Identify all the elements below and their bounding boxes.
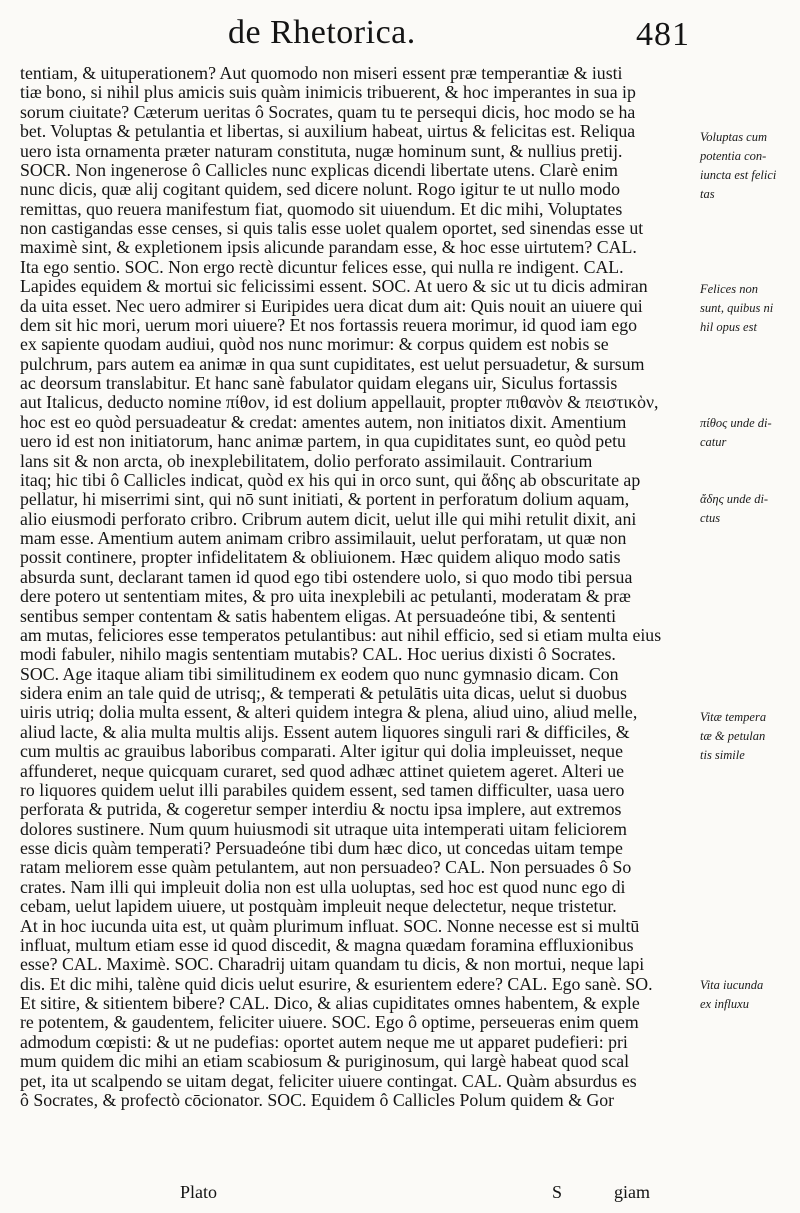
text-line: SOC. Age itaque aliam tibi similitudinem ex eodem quo nunc gymnasio dicam. Con bbox=[20, 664, 619, 684]
text-line: maximè sint, & expletionem ipsis alicunde parandam esse, & hoc esse uirtutem? CAL. bbox=[20, 238, 637, 258]
text-line: hoc est eo quòd persuadeatur & credat: amentes autem, non initiatos dixit. Amentium bbox=[20, 412, 627, 432]
text-line: alio eiusmodi perforato cribro. Cribrum autem dicit, uelut ille qui mihi retulit dixit, ani bbox=[20, 509, 637, 529]
text-line: crates. Nam illi qui impleuit dolia non est ulla uoluptas, sed hoc est quod nunc ego di bbox=[20, 877, 626, 897]
text-line: SOCR. Non ingenerose ô Callicles nunc explicas dicendi libertate utens. Clarè enim bbox=[20, 160, 618, 180]
text-line: mum quidem dic mihi an etiam scabiosum & puriginosum, qui largè habeat quod scal bbox=[20, 1052, 630, 1072]
text-line: mam esse. Amentium autem animam cribro assimilauit, uelut perforatam, ut quæ non bbox=[20, 529, 627, 548]
text-line: itaq; hic tibi ô Callicles indicat, quòd ex his qui in orco sunt, qui ἄδης ab obscuritate ap bbox=[20, 470, 641, 490]
text-line: uero ista ornamenta præter naturam constituta, nugæ hominum sunt, & nullius pretij. bbox=[20, 141, 623, 161]
text-line: cebam, uelut lapidem uiuere, ut postquàm impleuit neque delectetur, neque tristetur. bbox=[20, 897, 617, 917]
text-line: affunderet, neque quicquam curaret, sed quod adhæc attinet quietem ageret. Alteri ue bbox=[20, 761, 624, 781]
footer-signature: S bbox=[552, 1182, 563, 1202]
marginal-line: tæ & petulan bbox=[700, 729, 766, 743]
marginal-line: Vitæ tempera bbox=[700, 710, 767, 724]
text-line: uiris utriq; dolia multa essent, & alteri quidem integra & plena, aliud uino, aliud melle, bbox=[20, 703, 638, 723]
text-line: ratam meliorem esse quàm petulantem, aut non persuadeo? CAL. Non persuades ô So bbox=[20, 858, 632, 878]
text-line: pulchrum, pars autem ea animæ in qua sunt cupiditates, est uelut persuadetur, & sursum bbox=[20, 354, 645, 374]
text-line: perforata & putrida, & cogeretur semper interdiu & noctu ipsa implere, aut extremos bbox=[20, 800, 622, 820]
text-line: ro liquores quidem uelut illi parabiles quidem essent, sed tamen difficulter, uasa uero bbox=[20, 780, 625, 800]
text-line: da uita esset. Nec uero admirer si Euripides uera dicat dum ait: Quis nouit an uiuere qui bbox=[20, 296, 643, 316]
text-line: aut Italicus, deducto nomine πίθον, id est dolium appellauit, propter πιθανὸν & πειστικὸν, bbox=[20, 393, 659, 413]
text-line: esse dicis quàm temperati? Persuadeóne tibi dum hæc dico, ut concedas uitam tempe bbox=[20, 839, 623, 858]
text-line: non castigandas esse censes, si quis talis esse uolet qualem oportet, sed sinendas esse ut bbox=[20, 219, 644, 238]
text-line: nunc dicis, quæ alij cogitant quidem, sed dicere nolunt. Rogo igitur te ut nullo modo bbox=[20, 180, 621, 200]
text-line: sidera enim an tale quid de utrisq;, & temperati & petulātis uita dicas, uelut si duobus bbox=[20, 684, 627, 703]
text-line: dem sit hic mori, uerum mori uiuere? Et nos fortassis reuera morimur, id quod iam ego bbox=[20, 315, 638, 335]
text-line: dis. Et dic mihi, talène quid dicis uelut esurire, & esurientem edere? CAL. Ego sanè. SO. bbox=[20, 974, 653, 994]
text-line: dolores sustinere. Num quum huiusmodi sit utraque uita intemperati uitam feliciorem bbox=[20, 819, 627, 839]
text-line: remittas, quo reuera manifestum fiat, quomodo sit uiuendum. Et dic mihi, Voluptates bbox=[20, 199, 623, 219]
text-line: ac deorsum translabitur. Et hanc sanè fabulator quidam elegans uir, Siculus fortassis bbox=[20, 374, 618, 393]
marginal-line: hil opus est bbox=[700, 320, 757, 334]
marginal-line: catur bbox=[700, 435, 727, 449]
text-line: At in hoc iucunda uita est, ut quàm plurimum influat. SOC. Nonne necesse est si multū bbox=[20, 916, 640, 936]
marginal-note-voluptas bbox=[700, 128, 796, 204]
text-line: esse? CAL. Maximè. SOC. Charadrij uitam quandam tu dicis, & non mortui, neque lapi bbox=[20, 955, 645, 975]
text-line: possit continere, propter infidelitatem & obliuionem. Hæc quidem aliquo modo satis bbox=[20, 548, 621, 568]
marginal-line: Vita iucunda bbox=[700, 978, 764, 992]
text-line: modi fabuler, nihilo magis sententiam mutabis? CAL. Hoc uerius dixisti ô Socrates. bbox=[20, 645, 616, 665]
text-line: cum multis ac grauibus laboribus comparati. Alter igitur qui dolia impleuisset, neque bbox=[20, 742, 623, 762]
text-line: sorum ciuitate? Cæterum ueritas ô Socrates, quam tu te persequi dicis, hoc modo se ha bbox=[20, 102, 636, 122]
marginal-line: Voluptas cum bbox=[700, 130, 768, 144]
marginal-line: ἄδης unde di- bbox=[700, 492, 769, 506]
marginal-line: ctus bbox=[700, 511, 721, 525]
footer-author: Plato bbox=[180, 1182, 218, 1202]
text-line: tiæ bono, si nihil plus amicis suis quàm inimicis tribuerent, & hoc imperantes in sua ip bbox=[20, 83, 636, 103]
marginal-line: πίθος unde di- bbox=[700, 416, 772, 430]
footer-catchword: giam bbox=[614, 1182, 650, 1202]
text-line: Lapides equidem & mortui sic felicissimi essent. SOC. At uero & sic ut tu dicis admiran bbox=[20, 277, 648, 297]
text-line: am mutas, feliciores esse temperatos petulantibus: aut nihil efficio, sed si etiam multa eius bbox=[20, 625, 662, 645]
marginal-note-vita-iucunda bbox=[700, 976, 796, 1014]
marginal-line: iuncta est felici bbox=[700, 168, 777, 182]
text-line: aliud lacte, & alia multa multis alijs. Essent autem liquores singuli rari & difficiles, & bbox=[20, 722, 630, 742]
text-line: admodum cœpisti: & ut ne pudefias: oportet autem neque me ut apparet pudefieri: pri bbox=[20, 1032, 628, 1052]
marginal-note-ades bbox=[700, 490, 796, 528]
text-line: uero id est non initiatorum, hanc animæ partem, in qua cupiditates sunt, eo quòd petu bbox=[20, 432, 626, 452]
text-line: re potentem, & gaudentem, feliciter uiuere. SOC. Ego ô optime, perseueras enim quem bbox=[20, 1013, 639, 1033]
text-line: Ita ego sentio. SOC. Non ergo rectè dicuntur felices esse, qui nulla re indigent. CAL. bbox=[20, 257, 624, 277]
marginal-note-pithos bbox=[700, 414, 796, 452]
page-number: 481 bbox=[636, 16, 690, 53]
text-line: ô Socrates, & profectò cōcionator. SOC. Equidem ô Callicles Polum quidem & Gor bbox=[20, 1090, 615, 1110]
running-head: de Rhetorica. bbox=[228, 14, 416, 51]
marginal-line: sunt, quibus ni bbox=[700, 301, 774, 315]
text-line: ex sapiente quodam audiui, quòd nos nunc morimur: & corpus quidem est nobis se bbox=[20, 335, 609, 355]
marginal-line: Felices non bbox=[700, 282, 758, 296]
text-line: tentiam, & uituperationem? Aut quomodo non miseri essent præ temperantiæ & iusti bbox=[20, 64, 623, 83]
text-line: absurda sunt, declarant tamen id quod ego tibi ostendere uolo, si quo modo tibi persua bbox=[20, 567, 633, 587]
marginal-note-vitae bbox=[700, 708, 796, 765]
marginal-note-felices bbox=[700, 280, 796, 337]
marginal-line: potentia con- bbox=[700, 149, 767, 163]
text-line: lans sit & non arcta, ob inexplebilitatem, dolio perforato assimilauit. Contrarium bbox=[20, 451, 593, 471]
text-line: pet, ita ut scalpendo se uitam degat, feliciter uiuere contingat. CAL. Quàm absurdus es bbox=[20, 1071, 637, 1091]
text-line: sentibus semper contentam & satis habentem eligas. At persuadeóne tibi, & sententi bbox=[20, 606, 617, 626]
text-line: Et sitire, & sitientem bibere? CAL. Dico, & alias cupiditates omnes habentem, & exple bbox=[20, 994, 640, 1013]
text-line: influat, multum etiam esse id quod discedit, & magna quædam foramina effluxionibus bbox=[20, 935, 634, 955]
body-text bbox=[20, 64, 692, 1110]
text-line: bet. Voluptas & petulantia et libertas, si auxilium habeat, uirtus & felicitas est. Reliqua bbox=[20, 122, 636, 142]
text-line: pellatur, hi miserrimi sint, qui nō sunt initiati, & portent in perforatum dolium aquam, bbox=[20, 490, 630, 510]
text-line: dere potero ut sententiam mites, & pro uita inexplebili ac petulanti, moderatam & præ bbox=[20, 587, 631, 607]
marginal-line: tas bbox=[700, 187, 715, 201]
marginal-line: tis simile bbox=[700, 748, 745, 762]
marginal-line: ex influxu bbox=[700, 997, 749, 1011]
